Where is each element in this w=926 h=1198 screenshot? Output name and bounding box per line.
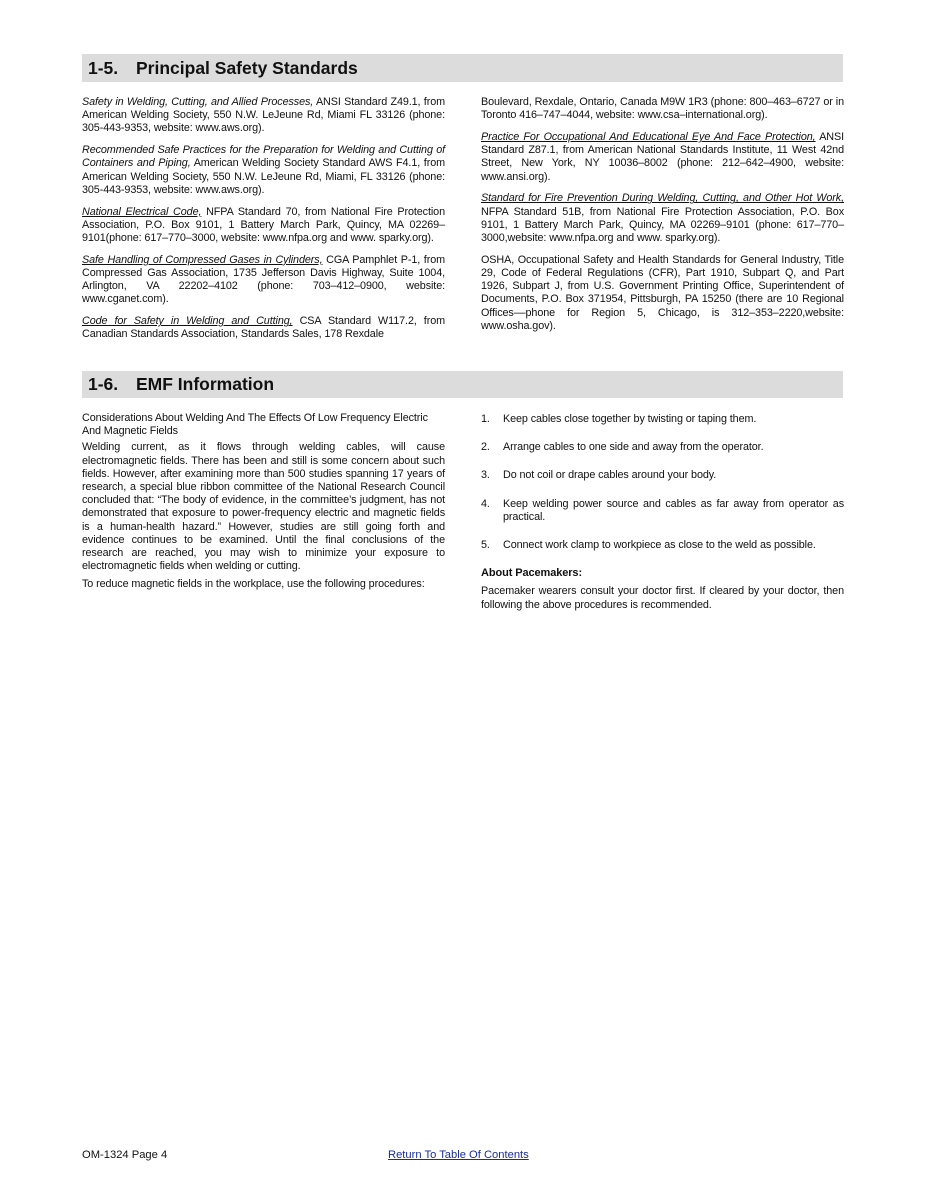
standards-column-left [82,96,445,350]
procedure-text: Connect work clamp to workpiece as close to the weld as possible. [503,539,816,552]
procedure-number: 4. [481,497,490,510]
emf-column-left [82,412,445,600]
procedure-number: 1. [481,413,490,425]
procedure-text: Keep cables close together by twisting or taping them. [503,413,757,425]
section-number: 1-6. [88,374,119,394]
standard-details: CGA Pamphlet P-1, from Compressed Gas Association, 1735 Jefferson Davis Highway, Suite 1004, Arlington, VA 22202–4102 (phone: 703–412–0900, website: www.cganet.com). [82,253,445,306]
pacemakers-text: Pacemaker wearers consult your doctor first. If cleared by your doctor, then following the above procedures is recommended. [481,585,844,611]
standard-details: ANSI Standard Z87.1, from American National Standards Institute, 11 West 42nd Street, New York, NY 10036–8002 (phone: 212–642–4900, website: www.ansi.org). [481,131,844,183]
standard-details: NFPA Standard 51B, from National Fire Protection Association, P.O. Box 9101, 1 Battery March Park, Quincy, MA 02269–9101 (phone: 617–770–3000,website: www.nfpa.org and www. sparky.org). [481,205,844,245]
standard-entry [82,144,445,197]
standard-details: CSA Standard W117.2, from Canadian Standards Association, Standards Sales, 178 Rexdale [82,315,445,341]
procedure-item [481,441,844,454]
standard-entry [82,254,445,307]
procedure-item [481,539,844,552]
procedure-list [481,413,844,552]
procedure-item [481,469,844,482]
osha-entry: OSHA, Occupational Safety and Health Standards for General Industry, Title 29, Code of Federal Regulations (CFR), Part 1910, Subpart Q, and Part 1926, Subpart J, from U.S. Government Printing Office, Superintendent of Documents, P.O. Box 371954, Pittsburgh, PA 15250 (there are 10 Regional Offices––phone for Region 5, Chicago, is 312–353–2220,website: www.osha.gov). [481,253,844,332]
procedure-number: 5. [481,539,490,552]
procedure-text: Do not coil or drape cables around your body. [503,469,717,482]
return-to-toc-link[interactable]: Return To Table Of Contents [388,1149,529,1161]
procedure-text: Arrange cables to one side and away from the operator. [503,441,764,454]
emf-column-right [481,413,844,620]
procedure-item [481,413,844,426]
standard-citation: Practice For Occupational And Educational Eye And Face Protection, [481,131,816,143]
section-title: Principal Safety Standards [136,58,358,78]
procedure-number: 2. [481,441,490,454]
procedure-number: 3. [481,469,490,482]
standard-citation: Standard for Fire Prevention During Welding, Cutting, and Other Hot Work, [481,192,844,205]
emf-body-paragraph: Welding current, as it flows through welding cables, will cause electromagnetic fields. There has been and still is some concern about such fields. However, after examining more than 500 studies spanning 17 years of research, a special blue ribbon committee of the National Research Council concluded that: “The body of evidence, in the committee’s judgment, has not demonstrated that exposure to power-frequency electric and magnetic fields is a human-health hazard.” However, studies are still going forth and evidence continues to be examined. Until the final conclusions of the research are reached, you may wish to minimize your exposure to electromagnetic fields when welding or cutting. [82,441,445,573]
standard-entry [481,131,844,184]
emf-reduce-paragraph: To reduce magnetic fields in the workplace, use the following procedures: [82,578,425,591]
standard-entry [82,96,445,136]
page-number-label: OM-1324 Page 4 [82,1149,168,1161]
standard-entry [481,192,844,245]
standard-citation: Safe Handling of Compressed Gases in Cylinders, [82,253,323,266]
procedure-text: Keep welding power source and cables as far away from operator as practical. [503,497,844,523]
emf-intro: Considerations About Welding And The Effects Of Low Frequency Electric And Magnetic Fields [82,412,428,438]
standard-citation: Code for Safety in Welding and Cutting, [82,315,293,328]
section-heading-emf-information [82,371,843,398]
standards-column-right [481,96,844,342]
section-number: 1-5. [88,58,119,78]
section-title: EMF Information [136,374,275,394]
standard-citation: Recommended Safe Practices for the Preparation for Welding and Cutting of Containers and Piping, [82,144,445,170]
standard-entry-continuation: Boulevard, Rexdale, Ontario, Canada M9W 1R3 (phone: 800–463–6727 or in Toronto 416–747–4044, website: www.csa–international.org). [481,96,844,122]
standard-citation: National Electrical Code, [82,205,202,218]
section-heading-principal-safety-standards [82,54,843,82]
pacemakers-heading: About Pacemakers: [481,567,583,580]
standard-entry [82,206,445,246]
procedure-item [481,498,844,524]
standard-citation: Safety in Welding, Cutting, and Allied Processes, [82,96,314,108]
standard-details: NFPA Standard 70, from National Fire Protection Association, P.O. Box 9101, 1 Battery March Park, Quincy, MA 02269–9101(phone: 617–770–3000, website: www.nfpa.org and www. sparky.org). [82,205,445,245]
standard-details: ANSI Standard Z49.1, from American Welding Society, 550 N.W. LeJeune Rd, Miami FL 33126 (phone: 305-443-9353, website: www.aws.org). [82,96,445,135]
standard-details: American Welding Society Standard AWS F4.1, from American Welding Society, 550 N.W. LeJeune Rd, Miami, FL 33126 (phone: 305-443-9353, website: www.aws.org). [82,157,446,196]
standard-entry [82,315,445,341]
